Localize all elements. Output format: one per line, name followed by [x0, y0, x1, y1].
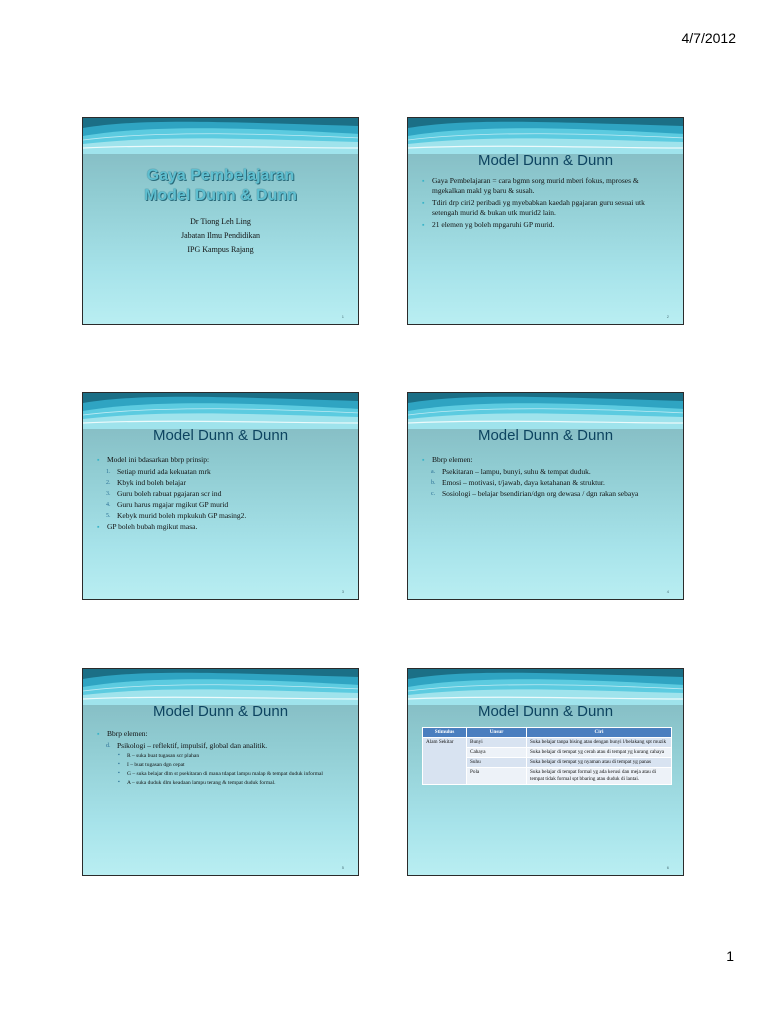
numbered-item: 5. Kebyk murid boleh rnpkukuh GP masing2. — [106, 511, 247, 520]
slide-5 — [82, 668, 359, 876]
sub-item: ▪ R – suka buat tugasan scr plahan — [97, 752, 346, 760]
slide-header-wave — [408, 118, 683, 154]
bullet-item: ▪ Bbrp elemen: — [422, 455, 671, 465]
slide-subtitle — [83, 215, 358, 257]
slide-number: 5 — [341, 865, 344, 870]
numbered-item: 1. Setiap murid ada kekuatan mrk — [106, 467, 211, 476]
bullet-item: ▪ Gaya Pembelajaran = cara bgmn sorg murid mberi fokus, mproses & mgekalkan makl yg baru & susah. — [422, 176, 671, 196]
table-cell: Suka belajar di tempat formal yg ada kerusi dan meja atau di tempat tidak formal spt bbaring atau duduk di lantai. — [527, 768, 672, 785]
author-name: Dr Tiong Leh Ling — [190, 217, 251, 226]
lettered-item: c. Sosiologi – belajar bsendirian/dgn org dewasa / dgn rakan sebaya — [431, 489, 639, 498]
slide-number: 2 — [666, 314, 669, 319]
slide-header-wave — [408, 393, 683, 429]
slide-2 — [407, 117, 684, 325]
page-number: 1 — [726, 948, 734, 964]
page-date: 4/7/2012 — [681, 30, 736, 46]
table-cell: Alam Sekitar — [423, 738, 467, 785]
sub-item: ▪ I – buat tugasan dgn cepat — [97, 761, 346, 769]
slide-4 — [407, 392, 684, 600]
table-header: Unsur — [467, 728, 527, 738]
lettered-item: d. Psikologi – reflektif, impulsif, global dan analitik. — [106, 741, 268, 750]
slide-body — [422, 455, 671, 500]
table-cell: Suhu — [467, 758, 527, 768]
slide-number: 3 — [341, 589, 344, 594]
slide-body — [422, 176, 671, 232]
lettered-item: a. Psekitaran – lampu, bunyi, suhu & tempat duduk. — [431, 467, 591, 476]
slide-title: Gaya Pembelajaran Model Dunn & Dunn — [144, 167, 297, 204]
slide-3 — [82, 392, 359, 600]
department: Jabatan Ilmu Pendidikan — [180, 231, 261, 240]
bullet-item: ▪ GP boleh bubah mgikut masa. — [97, 522, 346, 532]
slide-header-wave — [408, 669, 683, 705]
table-cell: Suka belajar di tempat yg cerah atau di tempat yg kurang cahaya — [527, 748, 672, 758]
numbered-item: 2. Kbyk ind boleh belajar — [106, 478, 186, 487]
slide-body — [97, 455, 346, 534]
table-header: Ciri — [527, 728, 672, 738]
slide-number: 1 — [341, 314, 344, 319]
table-cell: Cahaya — [467, 748, 527, 758]
bullet-item: ▪ 21 elemen yg boleh mpgaruhi GP murid. — [422, 220, 671, 230]
bullet-item: ▪ Tdiri drp ciri2 peribadi yg myebabkan kaedah pgajaran guru sesuai utk setengah murid & bukan utk murid2 lain. — [422, 198, 671, 218]
slide-header-wave — [83, 118, 358, 154]
slide-title: Model Dunn & Dunn — [477, 427, 614, 444]
table-cell: Pola — [467, 768, 527, 785]
institution: IPG Kampus Rajang — [187, 245, 254, 254]
slide-title: Model Dunn & Dunn — [477, 152, 614, 169]
lettered-item: b. Emosi – motivasi, t/jawab, daya ketahanan & struktur. — [431, 478, 605, 487]
sub-item: ▪ A – suka duduk dlm keadaan lampu terang & tempat duduk formal. — [97, 779, 346, 787]
slide-header-wave — [83, 669, 358, 705]
slide-header-wave — [83, 393, 358, 429]
slide-1 — [82, 117, 359, 325]
table-cell: Bunyi — [467, 738, 527, 748]
table-header: Stimulus — [423, 728, 467, 738]
table-cell: Suka belajar tanpa bising atau dengan bunyi l/belakang spt muzik — [527, 738, 672, 748]
slide-body — [97, 729, 346, 788]
bullet-item: ▪ Model ini bdasarkan bbrp prinsip: — [97, 455, 346, 465]
table-cell: Suka belajar di tempat yg nyaman atau di tempat yg panas — [527, 758, 672, 768]
stimulus-table — [422, 727, 672, 785]
slide-title: Model Dunn & Dunn — [477, 703, 614, 720]
slide-title: Model Dunn & Dunn — [152, 703, 289, 720]
sub-item: ▪ G – suka belajar dlm st psekitaran di mana tdapat lampu malap & tempat duduk informal — [97, 770, 346, 778]
table-row — [423, 738, 672, 748]
slide-number: 4 — [666, 589, 669, 594]
bullet-item: ▪ Bbrp elemen: — [97, 729, 346, 739]
slide-6 — [407, 668, 684, 876]
numbered-item: 4. Guru harus rngajar rngikut GP murid — [106, 500, 229, 509]
slide-title: Model Dunn & Dunn — [152, 427, 289, 444]
slide-number: 6 — [666, 865, 669, 870]
numbered-item: 3. Guru boleh rabuat pgajaran scr ind — [106, 489, 222, 498]
